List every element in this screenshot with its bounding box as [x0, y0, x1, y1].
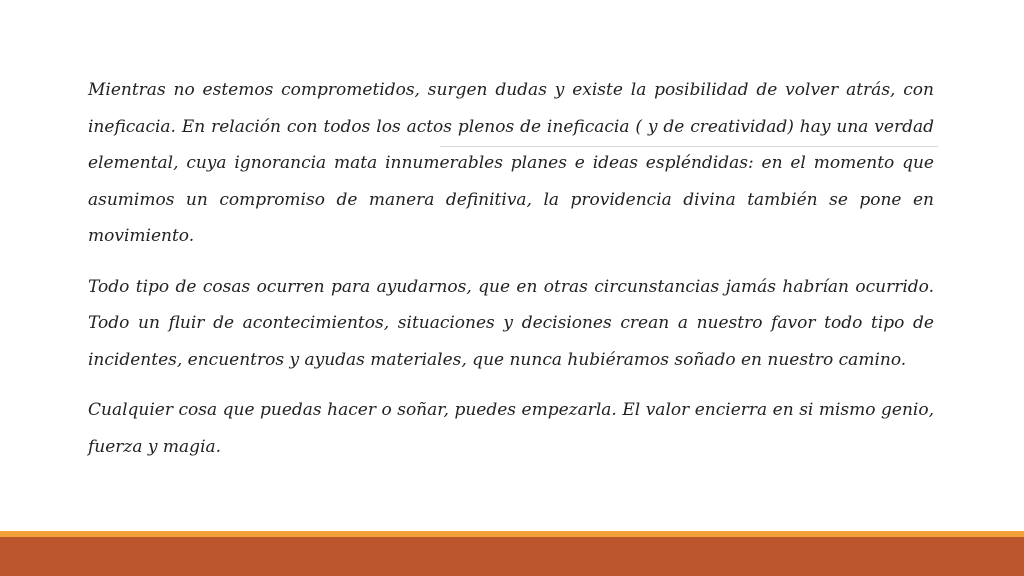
paragraph-1: Mientras no estemos comprometidos, surgen dudas y existe la posibilidad de volver atrás, con ineficacia. En relación con todos los actos plenos de ineficacia ( y de creatividad) hay una verdad elemental, cuya ignorancia mata innumerables planes e ideas espléndidas: en el momento que asumimos un compromiso de manera definitiva, la providencia divina también se pone en movimiento.	[88, 80, 934, 246]
paragraph-2: Todo tipo de cosas ocurren para ayudarnos, que en otras circunstancias jamás habrían ocurrido. Todo un fluir de acontecimientos, situaciones y decisiones crean a nuestro favor todo tipo de incidentes, encuentros y ayudas materiales, que nunca hubiéramos soñado en nuestro camino.	[88, 276, 934, 370]
body-text	[88, 72, 934, 479]
paragraph-3: Cualquier cosa que puedas hacer o soñar, puedes empezarla. El valor encierra en si mismo genio, fuerza y magia.	[88, 400, 934, 457]
footer-bar	[0, 537, 1024, 576]
